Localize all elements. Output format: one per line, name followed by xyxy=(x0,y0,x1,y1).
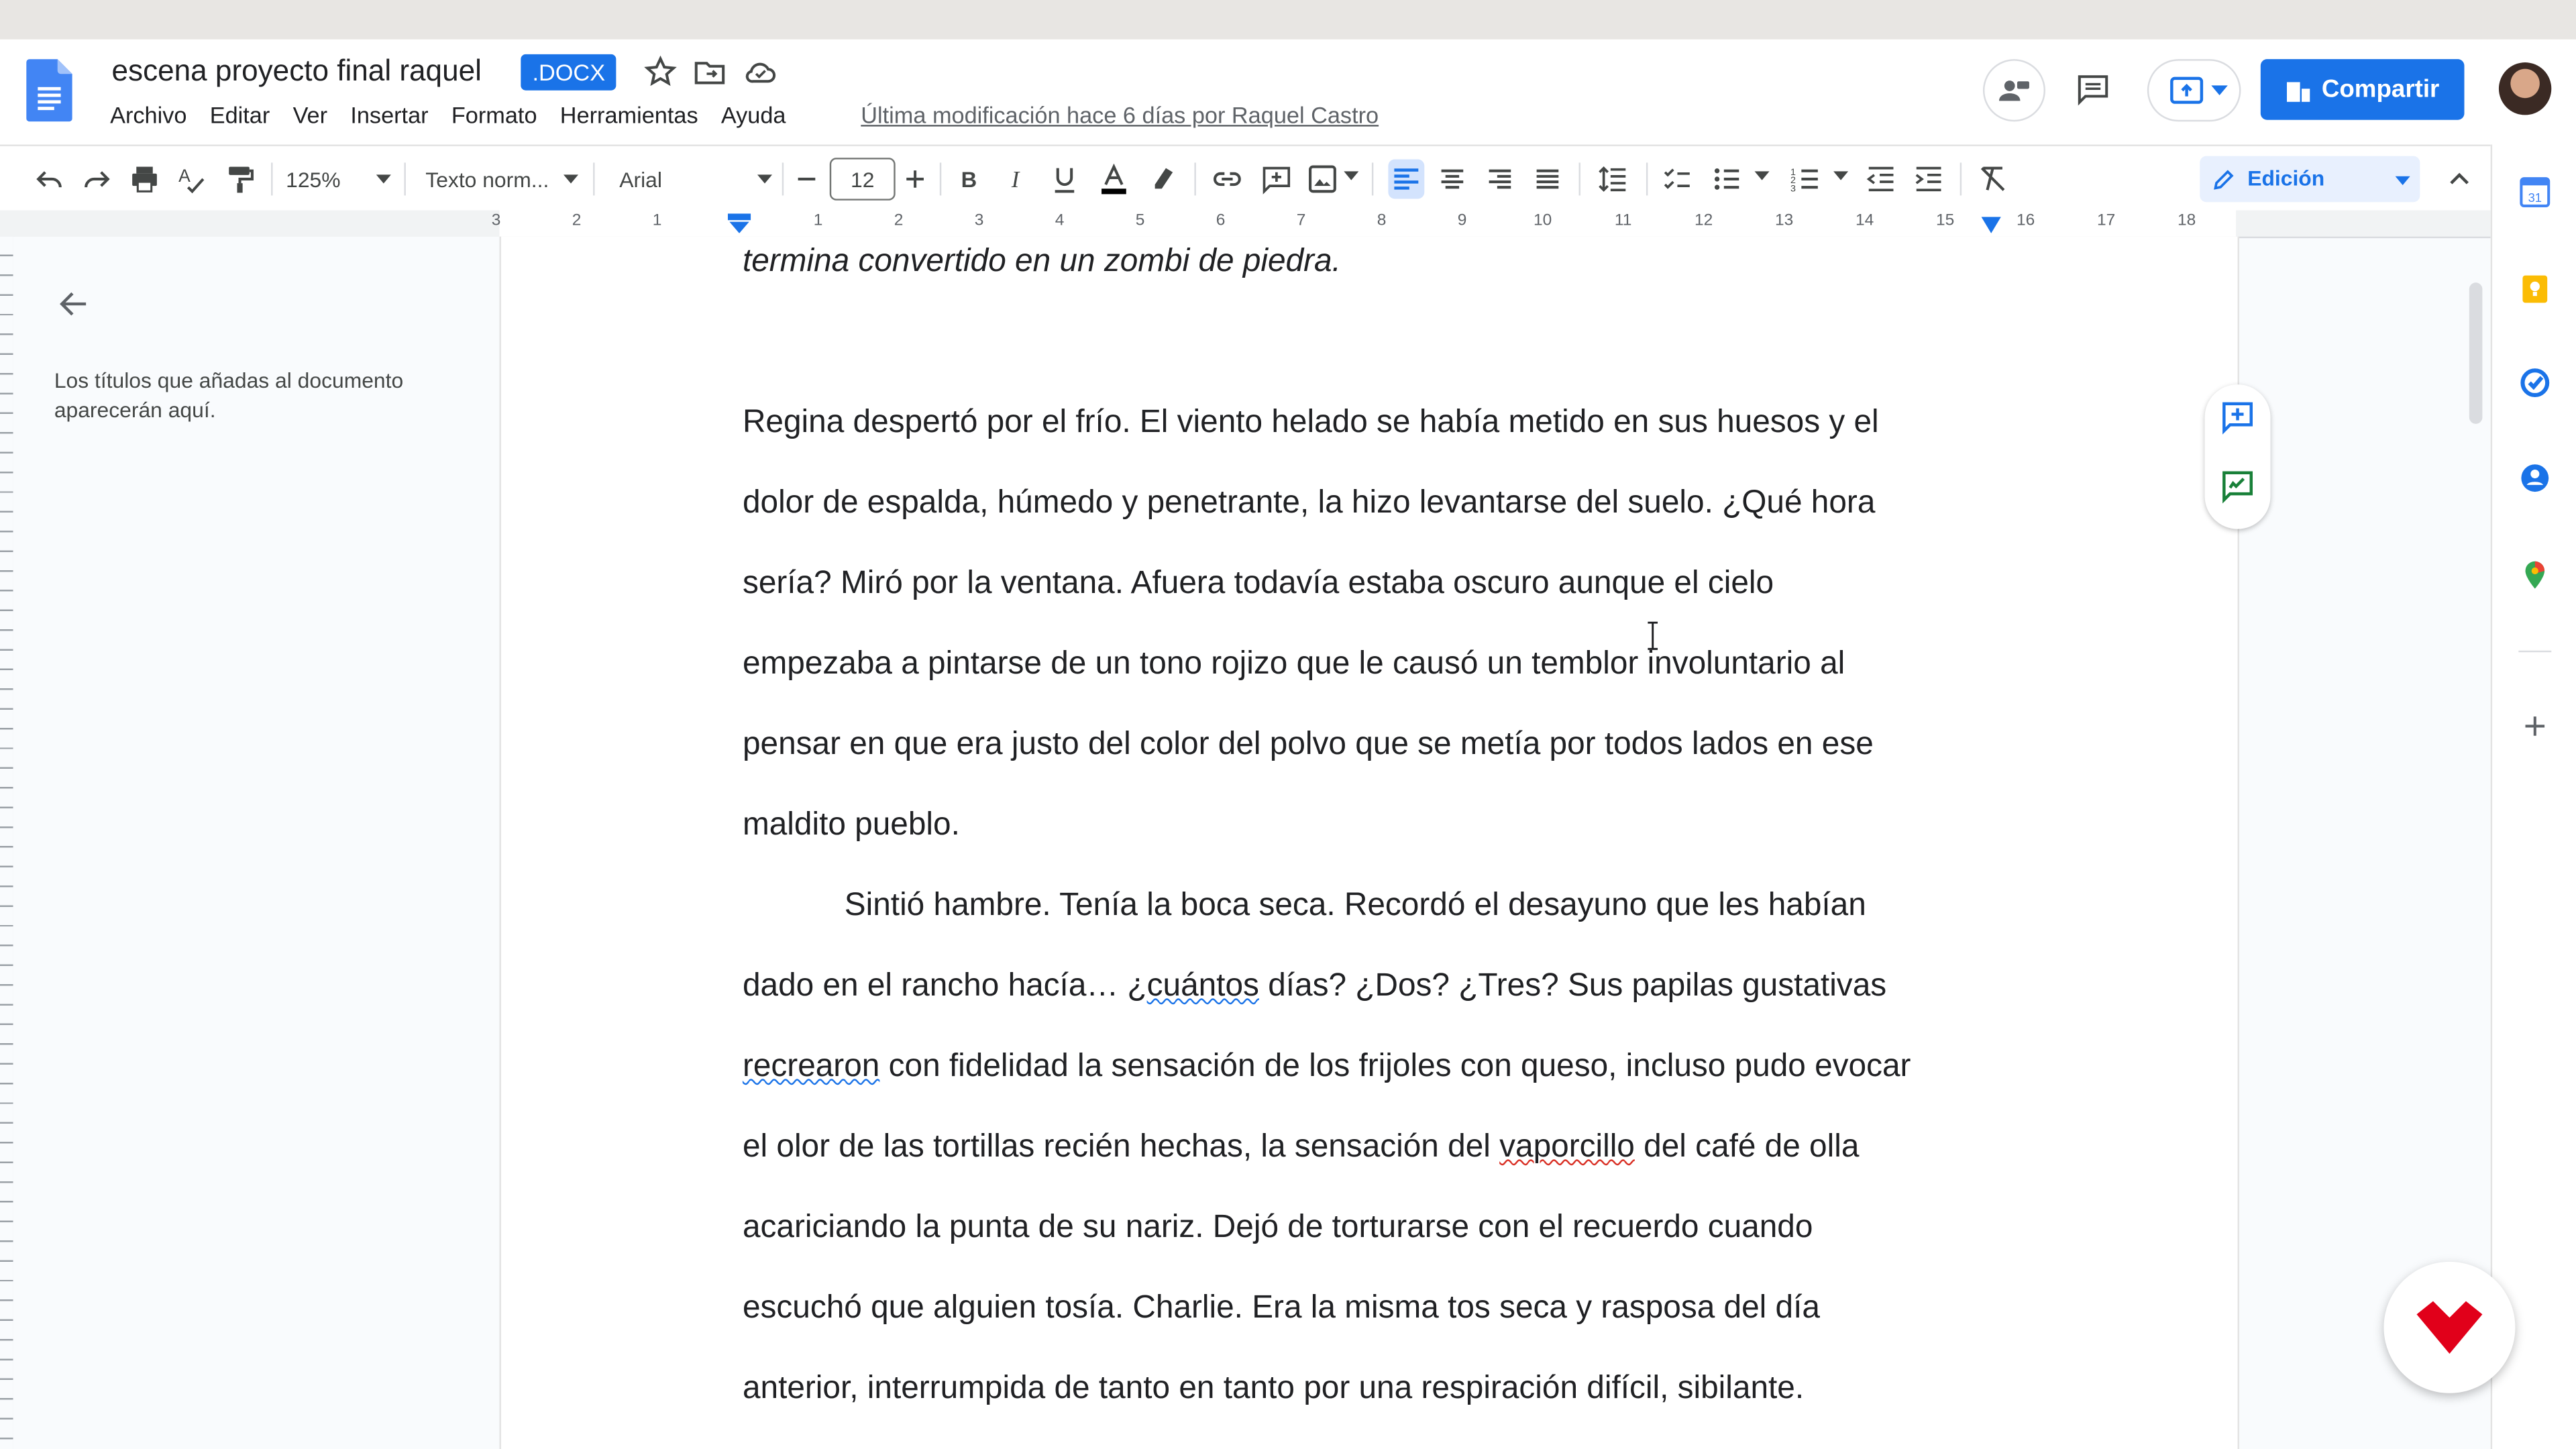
text-line: maldito pueblo. xyxy=(742,806,960,843)
present-to-meeting-icon xyxy=(2169,74,2205,107)
text-line xyxy=(743,1128,1859,1166)
ruler-number: 10 xyxy=(1533,211,1552,230)
editing-mode-select[interactable] xyxy=(2200,156,2420,203)
ruler-number: 11 xyxy=(1614,211,1632,230)
people-icon xyxy=(1996,72,2033,109)
svg-text:A: A xyxy=(178,166,191,186)
tasks-icon[interactable] xyxy=(2518,366,2551,399)
align-center-icon[interactable] xyxy=(1436,162,1468,195)
svg-text:1: 1 xyxy=(1790,166,1796,178)
text-cursor-icon xyxy=(1643,621,1662,651)
bold-icon[interactable] xyxy=(953,162,985,195)
menu-ayuda[interactable]: Ayuda xyxy=(720,101,786,129)
ruler-number: 2 xyxy=(572,211,582,230)
ruler-number: 12 xyxy=(1694,211,1713,230)
font-family-value: Arial xyxy=(619,166,662,192)
text-line: Regina despertó por el frío. El viento helado se había metido en sus huesos y el xyxy=(742,404,1879,441)
menu-archivo[interactable]: Archivo xyxy=(110,101,187,129)
ruler-number: 17 xyxy=(2096,211,2116,230)
paragraph-style-select[interactable] xyxy=(417,162,578,195)
suggest-edits-icon[interactable] xyxy=(2220,468,2256,504)
align-left-icon[interactable] xyxy=(1388,160,1424,199)
panel-divider xyxy=(2518,651,2551,652)
brand-logo-badge[interactable] xyxy=(2383,1262,2515,1393)
text-line: Sintió hambre. Tenía la boca seca. Recordó el desayuno que les habían xyxy=(844,887,1866,924)
ruler-number: 3 xyxy=(974,211,984,230)
ruler-number: 1 xyxy=(652,211,662,230)
ruler-number: 15 xyxy=(1935,211,1955,230)
text-line: termina convertido en un zombi de piedra. xyxy=(742,243,1341,280)
menu-insertar[interactable]: Insertar xyxy=(350,101,429,129)
print-icon[interactable] xyxy=(128,162,161,195)
text-line xyxy=(743,1048,1911,1085)
editing-mode-value: Edición xyxy=(2247,166,2325,191)
comments-icon[interactable] xyxy=(2075,70,2111,107)
ruler-number: 14 xyxy=(1855,211,1874,230)
menu-herramientas[interactable]: Herramientas xyxy=(559,101,698,129)
window-top-strip xyxy=(0,0,2576,40)
menu-editar[interactable]: Editar xyxy=(209,101,270,129)
calendar-icon[interactable] xyxy=(2518,176,2551,209)
menu-bar xyxy=(99,102,798,128)
text-line: sería? Miró por la ventana. Afuera todavía estaba oscuro aunque el cielo xyxy=(742,565,1774,602)
text-line: empezaba a pintarse de un tono rojizo que le causó un temblor involuntario al xyxy=(742,645,1845,682)
cloud-saved-icon[interactable] xyxy=(743,54,779,91)
insert-image-icon[interactable] xyxy=(1306,162,1339,195)
ruler-number: 5 xyxy=(1135,211,1145,230)
highlight-color-icon[interactable] xyxy=(1146,162,1179,195)
align-right-icon[interactable] xyxy=(1483,162,1516,195)
text-run: ¿ xyxy=(1127,967,1147,1004)
ruler-number: 13 xyxy=(1774,211,1794,230)
menu-formato[interactable]: Formato xyxy=(451,101,537,129)
text-run: el olor de las tortillas recién hechas, la sensación del xyxy=(742,1128,1500,1165)
font-family-select[interactable] xyxy=(608,162,772,195)
back-arrow-icon[interactable] xyxy=(56,286,92,322)
add-comment-icon[interactable] xyxy=(2220,399,2256,435)
text-line: acariciando la punta de su nariz. Dejó de torturarse con el recuerdo cuando xyxy=(742,1209,1813,1246)
maps-icon[interactable] xyxy=(2518,559,2551,592)
italic-icon[interactable] xyxy=(1000,162,1033,195)
text-run: dado en el rancho hacía… xyxy=(742,967,1128,1004)
decrease-indent-icon[interactable] xyxy=(1863,162,1899,195)
grammar-suggestion[interactable]: cuántos xyxy=(1146,967,1259,1004)
contacts-icon[interactable] xyxy=(2518,462,2551,494)
chevron-down-icon xyxy=(376,174,391,184)
share-button-label: Compartir xyxy=(2321,75,2440,104)
keep-icon[interactable] xyxy=(2518,273,2551,306)
brand-logo-icon xyxy=(2416,1301,2482,1354)
zoom-value: 125% xyxy=(286,166,341,192)
spelling-error[interactable]: vaporcillo xyxy=(1499,1128,1635,1165)
ruler-number: 2 xyxy=(894,211,904,230)
horizontal-ruler[interactable] xyxy=(0,210,2491,238)
ruler-number: 3 xyxy=(491,211,501,230)
text-run: días? ¿Dos? ¿Tres? Sus papilas gustativas xyxy=(1258,967,1887,1004)
text-run: del café de olla xyxy=(1634,1128,1860,1165)
document-title[interactable]: escena proyecto final raquel xyxy=(111,54,482,87)
document-outline-panel xyxy=(13,237,500,1449)
bulleted-list-icon[interactable] xyxy=(1709,162,1745,195)
ruler-number: 6 xyxy=(1216,211,1226,230)
chevron-down-icon xyxy=(2211,84,2227,97)
grammar-suggestion[interactable]: recrearon xyxy=(742,1048,880,1085)
left-indent-marker-icon[interactable] xyxy=(728,213,751,233)
chevron-down-icon xyxy=(2396,176,2410,186)
clear-formatting-icon[interactable] xyxy=(1975,162,2011,195)
google-docs-logo-icon[interactable] xyxy=(26,59,72,121)
meet-presence-button[interactable] xyxy=(1983,59,2045,121)
ruler-number: 1 xyxy=(813,211,823,230)
ruler-number: 4 xyxy=(1055,211,1065,230)
outline-empty-message: Los títulos que añadas al documento aparecerán aquí. xyxy=(54,368,404,423)
formatting-toolbar xyxy=(0,145,2491,214)
right-indent-marker-icon[interactable] xyxy=(1980,217,2002,233)
insert-link-icon[interactable] xyxy=(1209,162,1245,195)
ruler-number: 7 xyxy=(1296,211,1306,230)
ruler-number: 18 xyxy=(2177,211,2196,230)
spellcheck-icon[interactable] xyxy=(176,162,209,195)
align-justify-icon[interactable] xyxy=(1531,162,1564,195)
paint-format-icon[interactable] xyxy=(223,162,256,195)
side-apps-panel xyxy=(2491,145,2576,1449)
svg-text:B: B xyxy=(961,167,977,193)
svg-text:2: 2 xyxy=(1790,175,1796,186)
ruler-number: 16 xyxy=(2016,211,2035,230)
share-button[interactable] xyxy=(2261,59,2465,120)
file-type-badge[interactable]: .DOCX xyxy=(521,54,616,91)
svg-text:31: 31 xyxy=(2528,190,2542,205)
add-comment-icon[interactable] xyxy=(1258,162,1295,195)
collapse-menus-icon[interactable] xyxy=(2443,162,2476,195)
chevron-down-icon[interactable] xyxy=(1755,171,1770,181)
undo-icon[interactable] xyxy=(33,162,66,195)
pencil-icon xyxy=(2211,168,2236,193)
star-icon[interactable] xyxy=(643,54,679,91)
increase-indent-icon[interactable] xyxy=(1911,162,1947,195)
menu-ver[interactable]: Ver xyxy=(292,101,328,129)
chevron-down-icon[interactable] xyxy=(1344,171,1358,181)
ruler-page-area xyxy=(499,210,2236,236)
zoom-select[interactable] xyxy=(286,162,391,195)
line-spacing-icon[interactable] xyxy=(1595,162,1631,195)
text-line xyxy=(743,967,1886,1005)
checklist-icon[interactable] xyxy=(1659,162,1695,195)
svg-text:3: 3 xyxy=(1790,183,1796,195)
app-header xyxy=(0,40,2576,145)
svg-text:I: I xyxy=(1011,166,1020,193)
font-size-input[interactable]: 12 xyxy=(830,158,896,201)
text-line: pensar en que era justo del color del polvo que se metía por todos lados en ese xyxy=(742,726,1874,763)
document-page[interactable] xyxy=(499,237,2239,1449)
increase-font-size-icon[interactable] xyxy=(900,162,930,195)
chevron-down-icon xyxy=(564,174,578,184)
paragraph-style-value: Texto norm... xyxy=(425,166,549,192)
add-addon-icon[interactable] xyxy=(2518,710,2551,743)
floating-actions xyxy=(2205,384,2271,529)
numbered-list-icon[interactable] xyxy=(1788,162,1824,195)
user-avatar[interactable] xyxy=(2499,62,2551,115)
chevron-down-icon[interactable] xyxy=(1833,171,1848,181)
present-button[interactable] xyxy=(2147,59,2241,121)
text-line: anterior, interrumpida de tanto en tanto por una respiración difícil, sibilante. xyxy=(742,1370,1805,1407)
text-line: escuchó que alguien tosía. Charlie. Era la misma tos seca y rasposa del día xyxy=(742,1289,1820,1326)
vertical-scrollbar[interactable] xyxy=(2469,282,2483,424)
text-line: dolor de espalda, húmedo y penetrante, la hizo levantarse del suelo. ¿Qué hora xyxy=(742,484,1876,521)
underline-icon[interactable] xyxy=(1048,162,1081,195)
last-modified-link[interactable]: Última modificación hace 6 días por Raquel Castro xyxy=(861,101,1379,129)
redo-icon[interactable] xyxy=(80,162,113,195)
text-run: con fidelidad la sensación de los frijoles con queso, incluso pudo evocar xyxy=(879,1048,1911,1085)
building-lock-icon xyxy=(2286,76,2312,103)
ruler-number: 8 xyxy=(1377,211,1387,230)
decrease-font-size-icon[interactable] xyxy=(792,162,821,195)
chevron-down-icon xyxy=(757,174,772,184)
text-color-icon[interactable] xyxy=(1095,162,1132,195)
move-folder-icon[interactable] xyxy=(692,54,728,91)
ruler-number: 9 xyxy=(1457,211,1467,230)
